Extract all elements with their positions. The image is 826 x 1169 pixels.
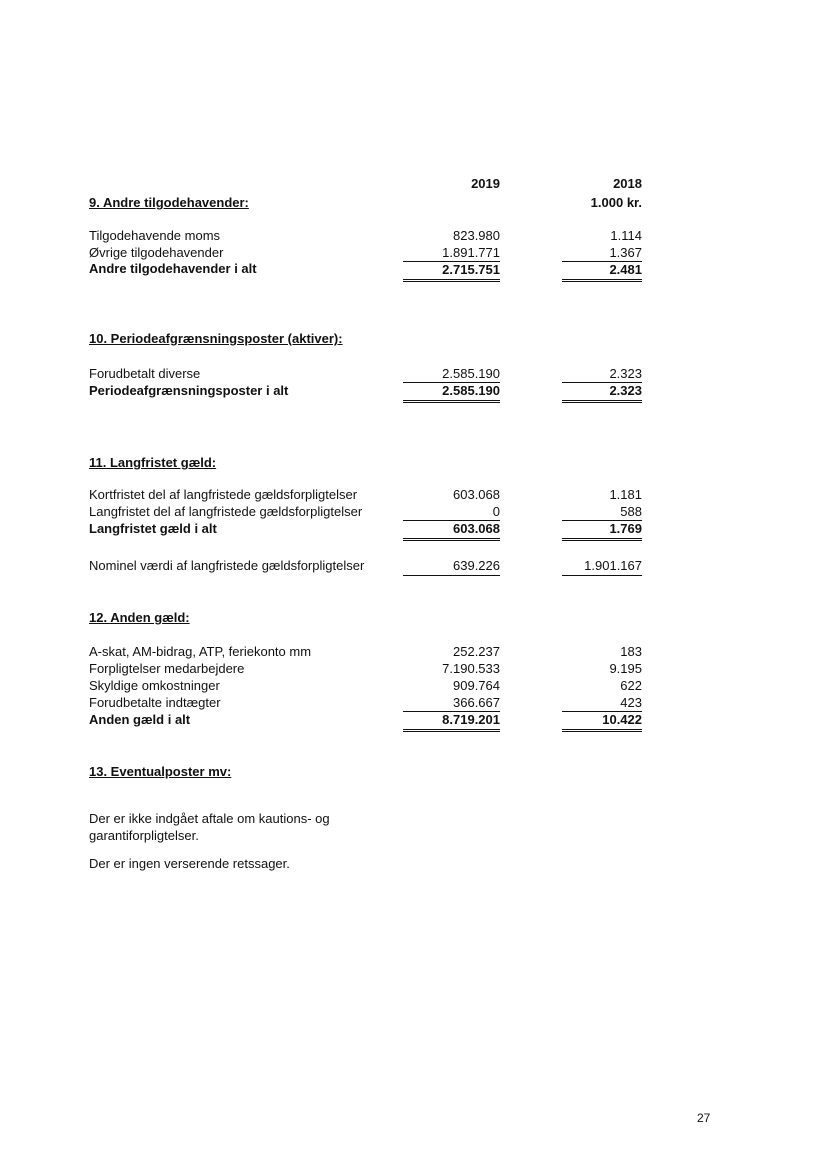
section-13-title: 13. Eventualposter mv: [89,764,232,779]
row-value-2019: 603.068 [453,487,500,502]
nominel-value-2018: 1.901.167 [562,558,642,576]
total-label: Periodeafgrænsningsposter i alt [89,383,289,398]
row-label: Forudbetalte indtægter [89,695,221,710]
row-label: A-skat, AM-bidrag, ATP, feriekonto mm [89,644,312,659]
row-value-2019: 2.585.190 [442,366,500,381]
row-label: Forudbetalt diverse [89,366,201,381]
row-value-2018: 2.323 [609,366,642,381]
total-value-2018: 10.422 [562,711,642,732]
total-value-2019: 603.068 [403,520,500,541]
nominel-label: Nominel værdi af langfristede gældsforpligtelser [89,558,365,573]
total-value-2019: 2.585.190 [403,382,500,403]
year-2018-header: 2018 [613,176,642,191]
page-number: 27 [697,1111,711,1125]
row-label: Øvrige tilgodehavender [89,245,224,260]
unit-header: 1.000 kr. [590,195,642,210]
row-value-2019: 7.190.533 [442,661,500,676]
total-label: Anden gæld i alt [89,712,191,727]
row-value-2019: 0 [492,504,500,519]
row-label: Kortfristet del af langfristede gældsforpligtelser [89,487,358,502]
total-value-2018: 1.769 [562,520,642,541]
total-label: Andre tilgodehavender i alt [89,261,257,276]
total-value-2018: 2.481 [562,261,642,282]
total-label: Langfristet gæld i alt [89,521,217,536]
row-value-2018: 1.114 [610,228,642,243]
row-value-2019: 909.764 [453,678,500,693]
row-value-2019: 1.891.771 [442,245,500,260]
row-label: Tilgodehavende moms [89,228,221,243]
row-value-2018: 183 [620,644,642,659]
total-value-2019: 2.715.751 [403,261,500,282]
row-label: Forpligtelser medarbejdere [89,661,245,676]
year-2019-header: 2019 [471,176,500,191]
row-value-2018: 588 [620,504,642,519]
row-value-2018: 423 [620,695,642,710]
paragraph: Der er ingen verserende retssager. [89,856,290,871]
row-value-2018: 622 [620,678,642,693]
section-12-title: 12. Anden gæld: [89,610,190,625]
row-value-2019: 366.667 [453,695,500,710]
row-label: Skyldige omkostninger [89,678,220,693]
paragraph: Der er ikke indgået aftale om kautions- og garantiforpligtelser. [89,811,330,843]
row-value-2019: 252.237 [453,644,500,659]
row-value-2018: 1.367 [609,245,642,260]
row-value-2018: 1.181 [609,487,642,502]
section-9-title: 9. Andre tilgodehavender: [89,195,249,210]
row-value-2018: 9.195 [609,661,642,676]
section-11-title: 11. Langfristet gæld: [89,455,217,470]
row-value-2019: 823.980 [453,228,500,243]
row-label: Langfristet del af langfristede gældsforpligtelser [89,504,363,519]
total-value-2018: 2.323 [562,382,642,403]
nominel-value-2019: 639.226 [403,558,500,576]
section-10-title: 10. Periodeafgrænsningsposter (aktiver): [89,331,343,346]
total-value-2019: 8.719.201 [403,711,500,732]
